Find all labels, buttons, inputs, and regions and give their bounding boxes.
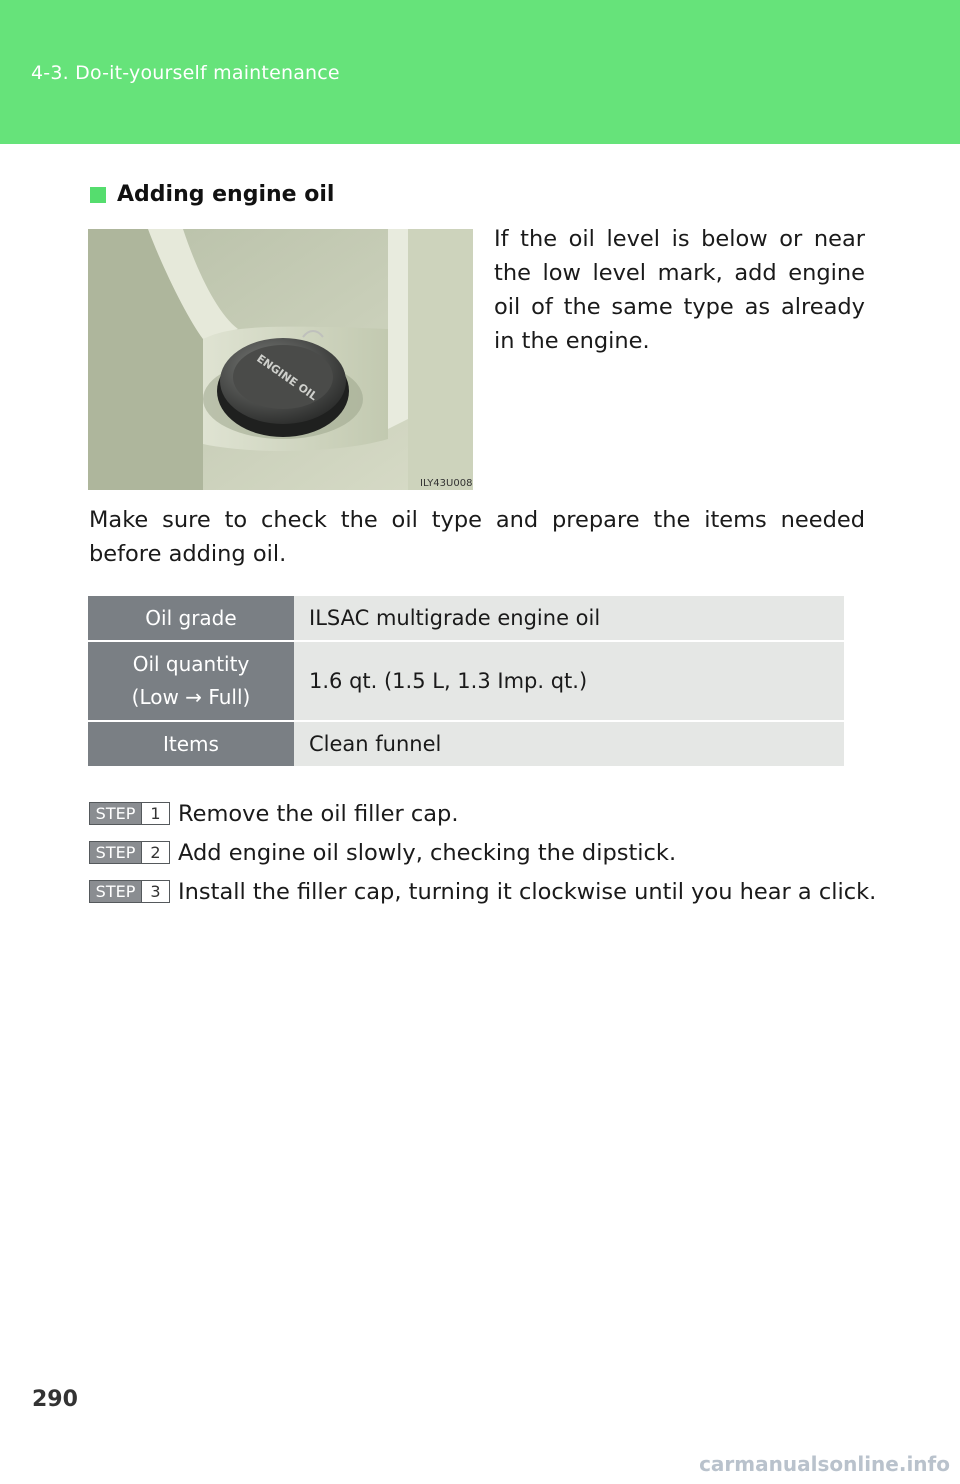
- oil-filler-cap-illustration: [88, 229, 473, 490]
- step-text: Add engine oil slowly, checking the dipstick.: [178, 839, 677, 866]
- step-badge: [89, 841, 170, 864]
- section-heading: [90, 182, 334, 207]
- figure-code: ILY43U008: [420, 478, 473, 489]
- table-row: [88, 641, 844, 721]
- page-number: 290: [32, 1387, 78, 1412]
- step-word: STEP: [90, 842, 141, 863]
- step-list: [89, 794, 876, 911]
- footer-watermark[interactable]: carmanualsonline.info: [699, 1452, 950, 1476]
- intro-text: If the oil level is below or near the low level mark, add engine oil of the same type as already in the engine.: [494, 226, 865, 354]
- step-badge: [89, 802, 170, 825]
- row-label: Oil quantity (Low → Full): [88, 641, 294, 721]
- preparation-paragraph: Make sure to check the oil type and prepare the items needed before adding oil.: [89, 507, 865, 567]
- step-badge: [89, 880, 170, 903]
- row-value: Clean funnel: [294, 721, 844, 767]
- cap-label-text: ENGINE OIL: [254, 351, 320, 404]
- chapter-header: [0, 0, 960, 144]
- step-item: [89, 833, 876, 872]
- step-item: [89, 872, 876, 911]
- step-text: Install the filler cap, turning it clockwise until you hear a click.: [178, 878, 877, 905]
- oil-spec-table: [88, 596, 844, 768]
- square-bullet-icon: [90, 187, 106, 203]
- table-row: [88, 721, 844, 767]
- step-number: 1: [141, 803, 169, 824]
- row-label: Oil grade: [88, 596, 294, 641]
- heading-text: Adding engine oil: [117, 182, 335, 207]
- step-number: 2: [141, 842, 169, 863]
- row-label: Items: [88, 721, 294, 767]
- step-word: STEP: [90, 803, 141, 824]
- table-row: [88, 596, 844, 641]
- row-value: ILSAC multigrade engine oil: [294, 596, 844, 641]
- section-title: 4-3. Do-it-yourself maintenance: [31, 62, 340, 84]
- row-value: 1.6 qt. (1.5 L, 1.3 Imp. qt.): [294, 641, 844, 721]
- step-number: 3: [141, 881, 169, 902]
- step-word: STEP: [90, 881, 141, 902]
- step-text: Remove the oil filler cap.: [178, 800, 459, 827]
- step-item: [89, 794, 876, 833]
